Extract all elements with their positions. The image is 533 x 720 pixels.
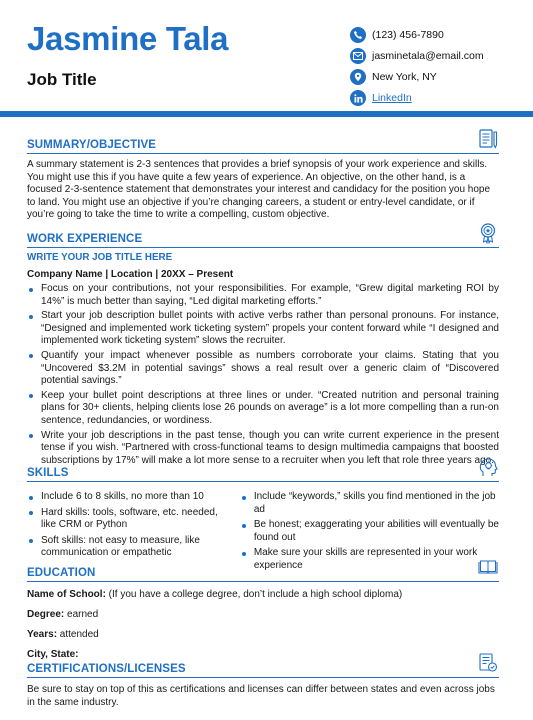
linkedin-icon — [350, 90, 366, 106]
certifications-title: CERTIFICATIONS/LICENSES — [27, 663, 186, 675]
phone-icon — [350, 27, 366, 43]
education-school — [27, 589, 499, 600]
envelope-icon — [350, 48, 366, 64]
contact-linkedin — [350, 90, 412, 106]
education-degree — [27, 609, 499, 620]
lightbulb-head-icon — [477, 456, 499, 478]
experience-header — [27, 222, 499, 248]
open-book-icon — [477, 556, 499, 578]
list-item: Include 6 to 8 skills, no more than 10 — [27, 491, 230, 504]
education-title: EDUCATION — [27, 567, 96, 579]
email-text: jasminetala@email.com — [372, 50, 484, 62]
list-item: Quantify your impact whenever possible as numbers corroborate your claims. Stating that you “Uncovered $3.2M in potential savings” shows a real result over a generic claim of “Discovered potential savings.” — [27, 350, 499, 388]
phone-text: (123) 456-7890 — [372, 29, 444, 41]
list-item: Include “keywords,” skills you find mentioned in the job ad — [240, 491, 499, 516]
years-value: attended — [57, 629, 99, 640]
location-pin-icon — [350, 69, 366, 85]
experience-title: WORK EXPERIENCE — [27, 233, 143, 245]
years-label: Years: — [27, 629, 58, 640]
skills-title: SKILLS — [27, 467, 69, 479]
job-title: Job Title — [27, 70, 97, 89]
experience-company-line: Company Name | Location | 20XX – Present — [27, 269, 234, 280]
degree-value: earned — [64, 609, 99, 620]
experience-section — [27, 222, 499, 469]
education-header — [27, 556, 499, 582]
list-item: Be honest; exaggerating your abilities will eventually be found out — [240, 519, 499, 544]
summary-title: SUMMARY/OBJECTIVE — [27, 139, 157, 151]
list-item: Focus on your contributions, not your responsibilities. For example, “Grew digital marketing ROI by 14%” is much better than saying, “Led digital marketing efforts.” — [27, 283, 499, 308]
linkedin-link[interactable]: LinkedIn — [372, 92, 412, 104]
summary-text: A summary statement is 2-3 sentences that provides a brief synopsis of your work experience and skills. You might use this if you have quite a few years of experience. An objective, on the other hand, is a focused 2-3-sentence statement that demonstrates your interest and candidacy for the position you hope to land. You might use an objective if you’re changing careers, a student or entry-level candidate, or if you’re going to take the time to write a compelling, custom objective. — [27, 159, 491, 221]
contact-phone — [350, 27, 444, 43]
contact-location — [350, 69, 437, 85]
award-ribbon-icon — [477, 222, 499, 244]
school-value: (If you have a college degree, don’t include a high school diploma) — [105, 589, 403, 600]
education-years — [27, 629, 499, 640]
list-item: Keep your bullet point descriptions at three lines or under. “Created nutrition and personal training plans for 30+ clients, helping clients lose 26 pounds on average” is a lot more compelling than a run-on sentence, redundancies, or wordiness. — [27, 390, 499, 428]
certificate-icon — [477, 652, 499, 674]
city-label: City, State: — [27, 649, 79, 660]
summary-header — [27, 128, 499, 154]
candidate-name: Jasmine Tala — [27, 20, 229, 57]
list-item: Hard skills: tools, software, etc. needed, like CRM or Python — [27, 507, 230, 532]
summary-section — [27, 128, 499, 222]
location-text: New York, NY — [372, 71, 437, 83]
certifications-section — [27, 652, 499, 709]
document-icon — [477, 128, 499, 150]
skills-header — [27, 456, 499, 482]
school-label: Name of School: — [27, 589, 106, 600]
experience-job-title: WRITE YOUR JOB TITLE HERE — [27, 252, 173, 263]
contact-email — [350, 48, 484, 64]
list-item: Start your job description bullet points with active verbs rather than personal pronouns. For instance, “Designed and implemented work ticketing system” propels your content forward while “I designed and implemented work ticketing system” slows the recruiter. — [27, 310, 499, 348]
experience-bullets — [27, 283, 499, 467]
degree-label: Degree: — [27, 609, 65, 620]
education-section — [27, 556, 499, 660]
header-divider-bar — [0, 111, 533, 117]
list-item: Make sure your skills are represented in your work experience — [240, 547, 499, 572]
certifications-text: Be sure to stay on top of this as certifications and licenses can differ between states and even across jobs in the same industry. — [27, 684, 495, 708]
list-item: Soft skills: not easy to measure, like communication or empathetic — [27, 535, 230, 560]
list-item: Write your job descriptions in the past tense, though you can write current experience in the present tense if you wish. “Partnered with cross-functional teams to design multimedia campaigns that boosted subscriptions by 17%” will make a lot more sense to a recruiter when you left that role three years ago. — [27, 430, 499, 468]
certifications-header — [27, 652, 499, 678]
